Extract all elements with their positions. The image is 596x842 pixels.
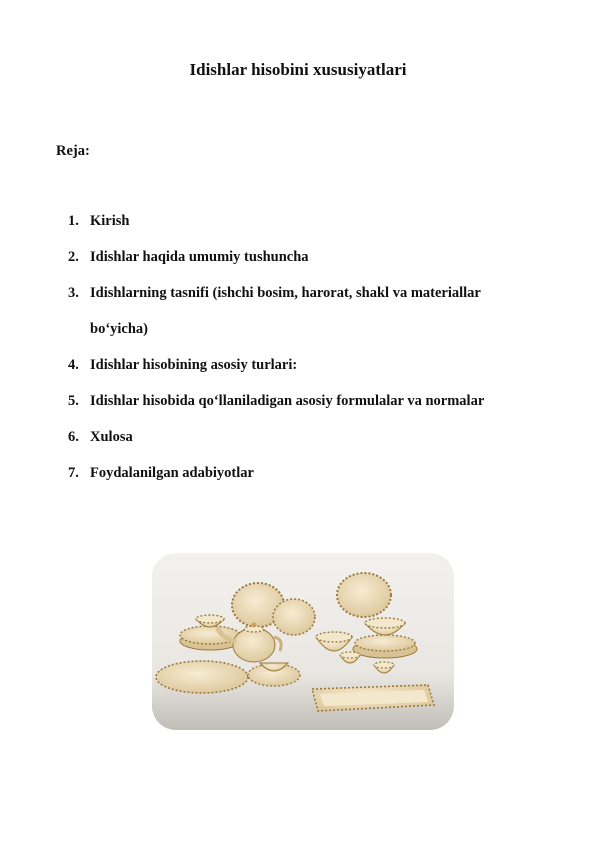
outline-item-number: 6. xyxy=(68,429,79,445)
outline-item-text: Idishlar hisobining asosiy turlari: xyxy=(90,357,298,373)
tableware-photo xyxy=(152,553,454,730)
outline-item xyxy=(68,383,538,419)
outline-item xyxy=(68,347,538,383)
outline-item-text: Xulosa xyxy=(90,429,133,445)
outline-item-text: Idishlar hisobida qo‘llaniladigan asosiy formulalar va normalar xyxy=(90,393,485,409)
outline-item-number: 4. xyxy=(68,357,79,373)
outline-item-number: 7. xyxy=(68,465,79,481)
page-title: Idishlar hisobini xususiyatlari xyxy=(189,60,407,79)
outline-item-text: Idishlar haqida umumiy tushuncha xyxy=(90,249,309,265)
outline-item xyxy=(68,203,538,239)
plan-heading: Reja: xyxy=(56,143,90,159)
outline-item xyxy=(68,239,538,275)
outline-item xyxy=(68,455,538,491)
outline-item-text: Idishlarning tasnifi (ishchi bosim, harorat, shakl va materiallar bo‘yicha) xyxy=(90,285,481,337)
outline-item-text: Foydalanilgan adabiyotlar xyxy=(90,465,254,481)
tableware-illustration xyxy=(152,553,454,730)
outline-item-text: Kirish xyxy=(90,213,130,229)
outline-item-number: 2. xyxy=(68,249,79,265)
outline-item-number: 3. xyxy=(68,285,79,301)
plan-outline xyxy=(68,203,538,491)
outline-item xyxy=(68,275,538,347)
outline-item-number: 1. xyxy=(68,213,79,229)
outline-item xyxy=(68,419,538,455)
outline-item-number: 5. xyxy=(68,393,79,409)
